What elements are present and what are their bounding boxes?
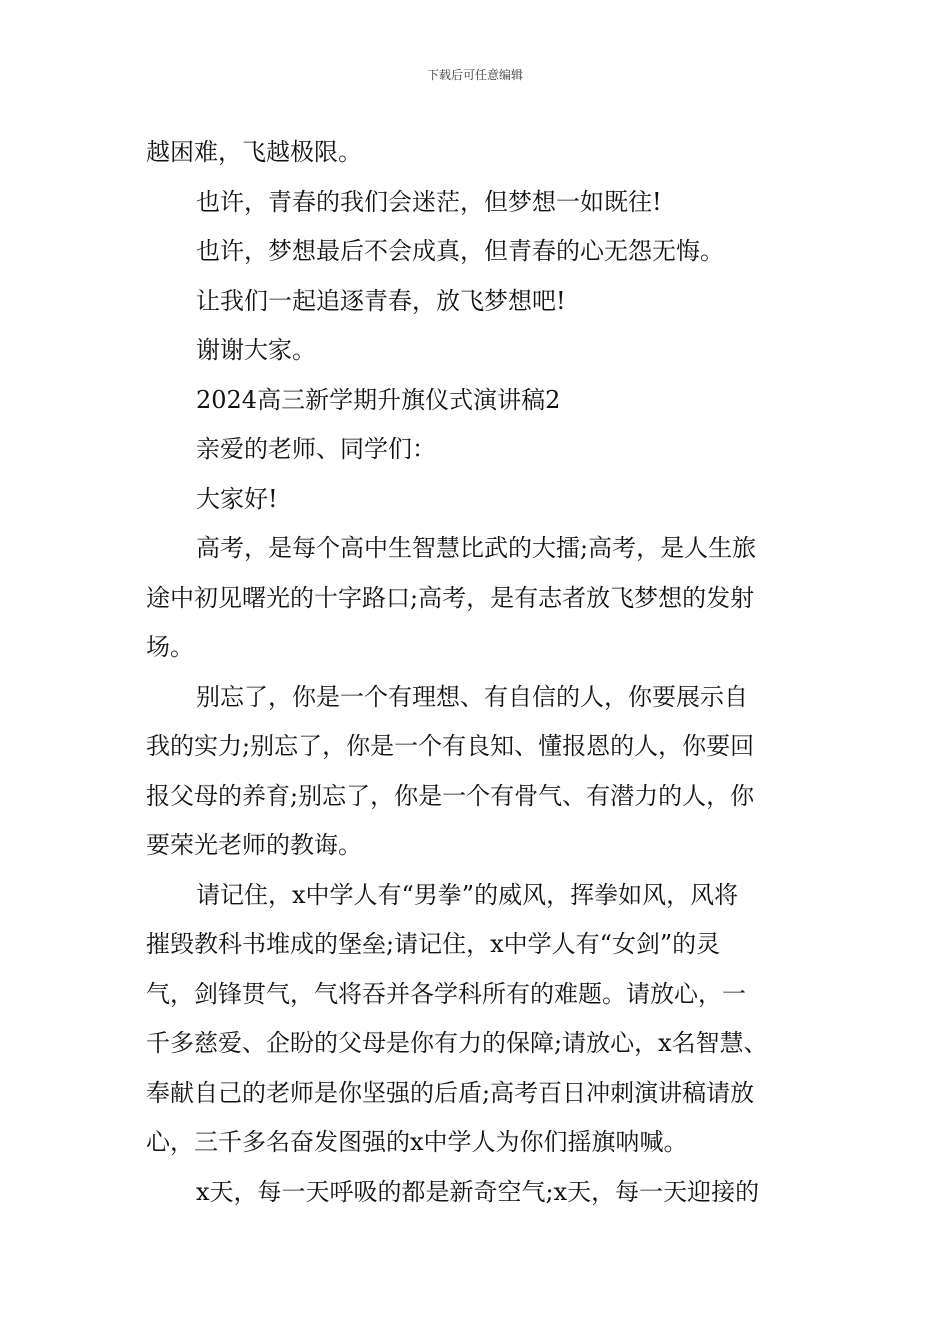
text-line: 气，剑锋贯气，气将吞并各学科所有的难题。请放心，一 <box>146 979 746 1008</box>
section-title: 2024高三新学期升旗仪式演讲稿2 <box>196 385 561 414</box>
text-line: 也许，梦想最后不会成真，但青春的心无怨无悔。 <box>196 237 724 265</box>
greeting: 大家好! <box>196 484 278 513</box>
text-line: 场。 <box>146 633 194 661</box>
text-line: 别忘了，你是一个有理想、有自信的人，你要展示自 <box>196 682 748 711</box>
text-line: 报父母的养育;别忘了，你是一个有骨气、有潜力的人，你 <box>146 781 755 810</box>
text-line: 要荣光老师的教诲。 <box>146 831 362 859</box>
text-line: 请记住，x中学人有“男拳”的威风，挥拳如风，风将 <box>196 880 739 909</box>
document-body <box>146 128 818 1217</box>
text-line: 越困难，飞越极限。 <box>146 138 362 166</box>
text-line: 高考，是每个高中生智慧比武的大擂;高考，是人生旅 <box>196 534 757 562</box>
text-line: 奉献自己的老师是你坚强的后盾;高考百日冲刺演讲稿请放 <box>146 1078 755 1107</box>
text-line: 也许，青春的我们会迷茫，但梦想一如既往! <box>196 187 662 216</box>
text-line: x天，每一天呼吸的都是新奇空气;x天，每一天迎接的 <box>196 1177 760 1206</box>
text-line: 千多慈爱、企盼的父母是你有力的保障;请放心，x名智慧、 <box>146 1029 768 1057</box>
text-line: 心，三千多名奋发图强的x中学人为你们摇旗呐喊。 <box>146 1128 688 1156</box>
text-line: 摧毁教科书堆成的堡垒;请记住，x中学人有“女剑”的灵 <box>146 930 721 958</box>
salutation: 亲爱的老师、同学们： <box>196 435 436 463</box>
text-line: 我的实力;别忘了，你是一个有良知、懂报恩的人，你要回 <box>146 732 755 760</box>
page-header: 下载后可任意编辑 <box>426 68 523 82</box>
text-line: 谢谢大家。 <box>196 336 316 364</box>
text-line: 让我们一起追逐青春，放飞梦想吧! <box>196 286 566 315</box>
text-line: 途中初见曙光的十字路口;高考，是有志者放飞梦想的发射 <box>146 583 755 612</box>
